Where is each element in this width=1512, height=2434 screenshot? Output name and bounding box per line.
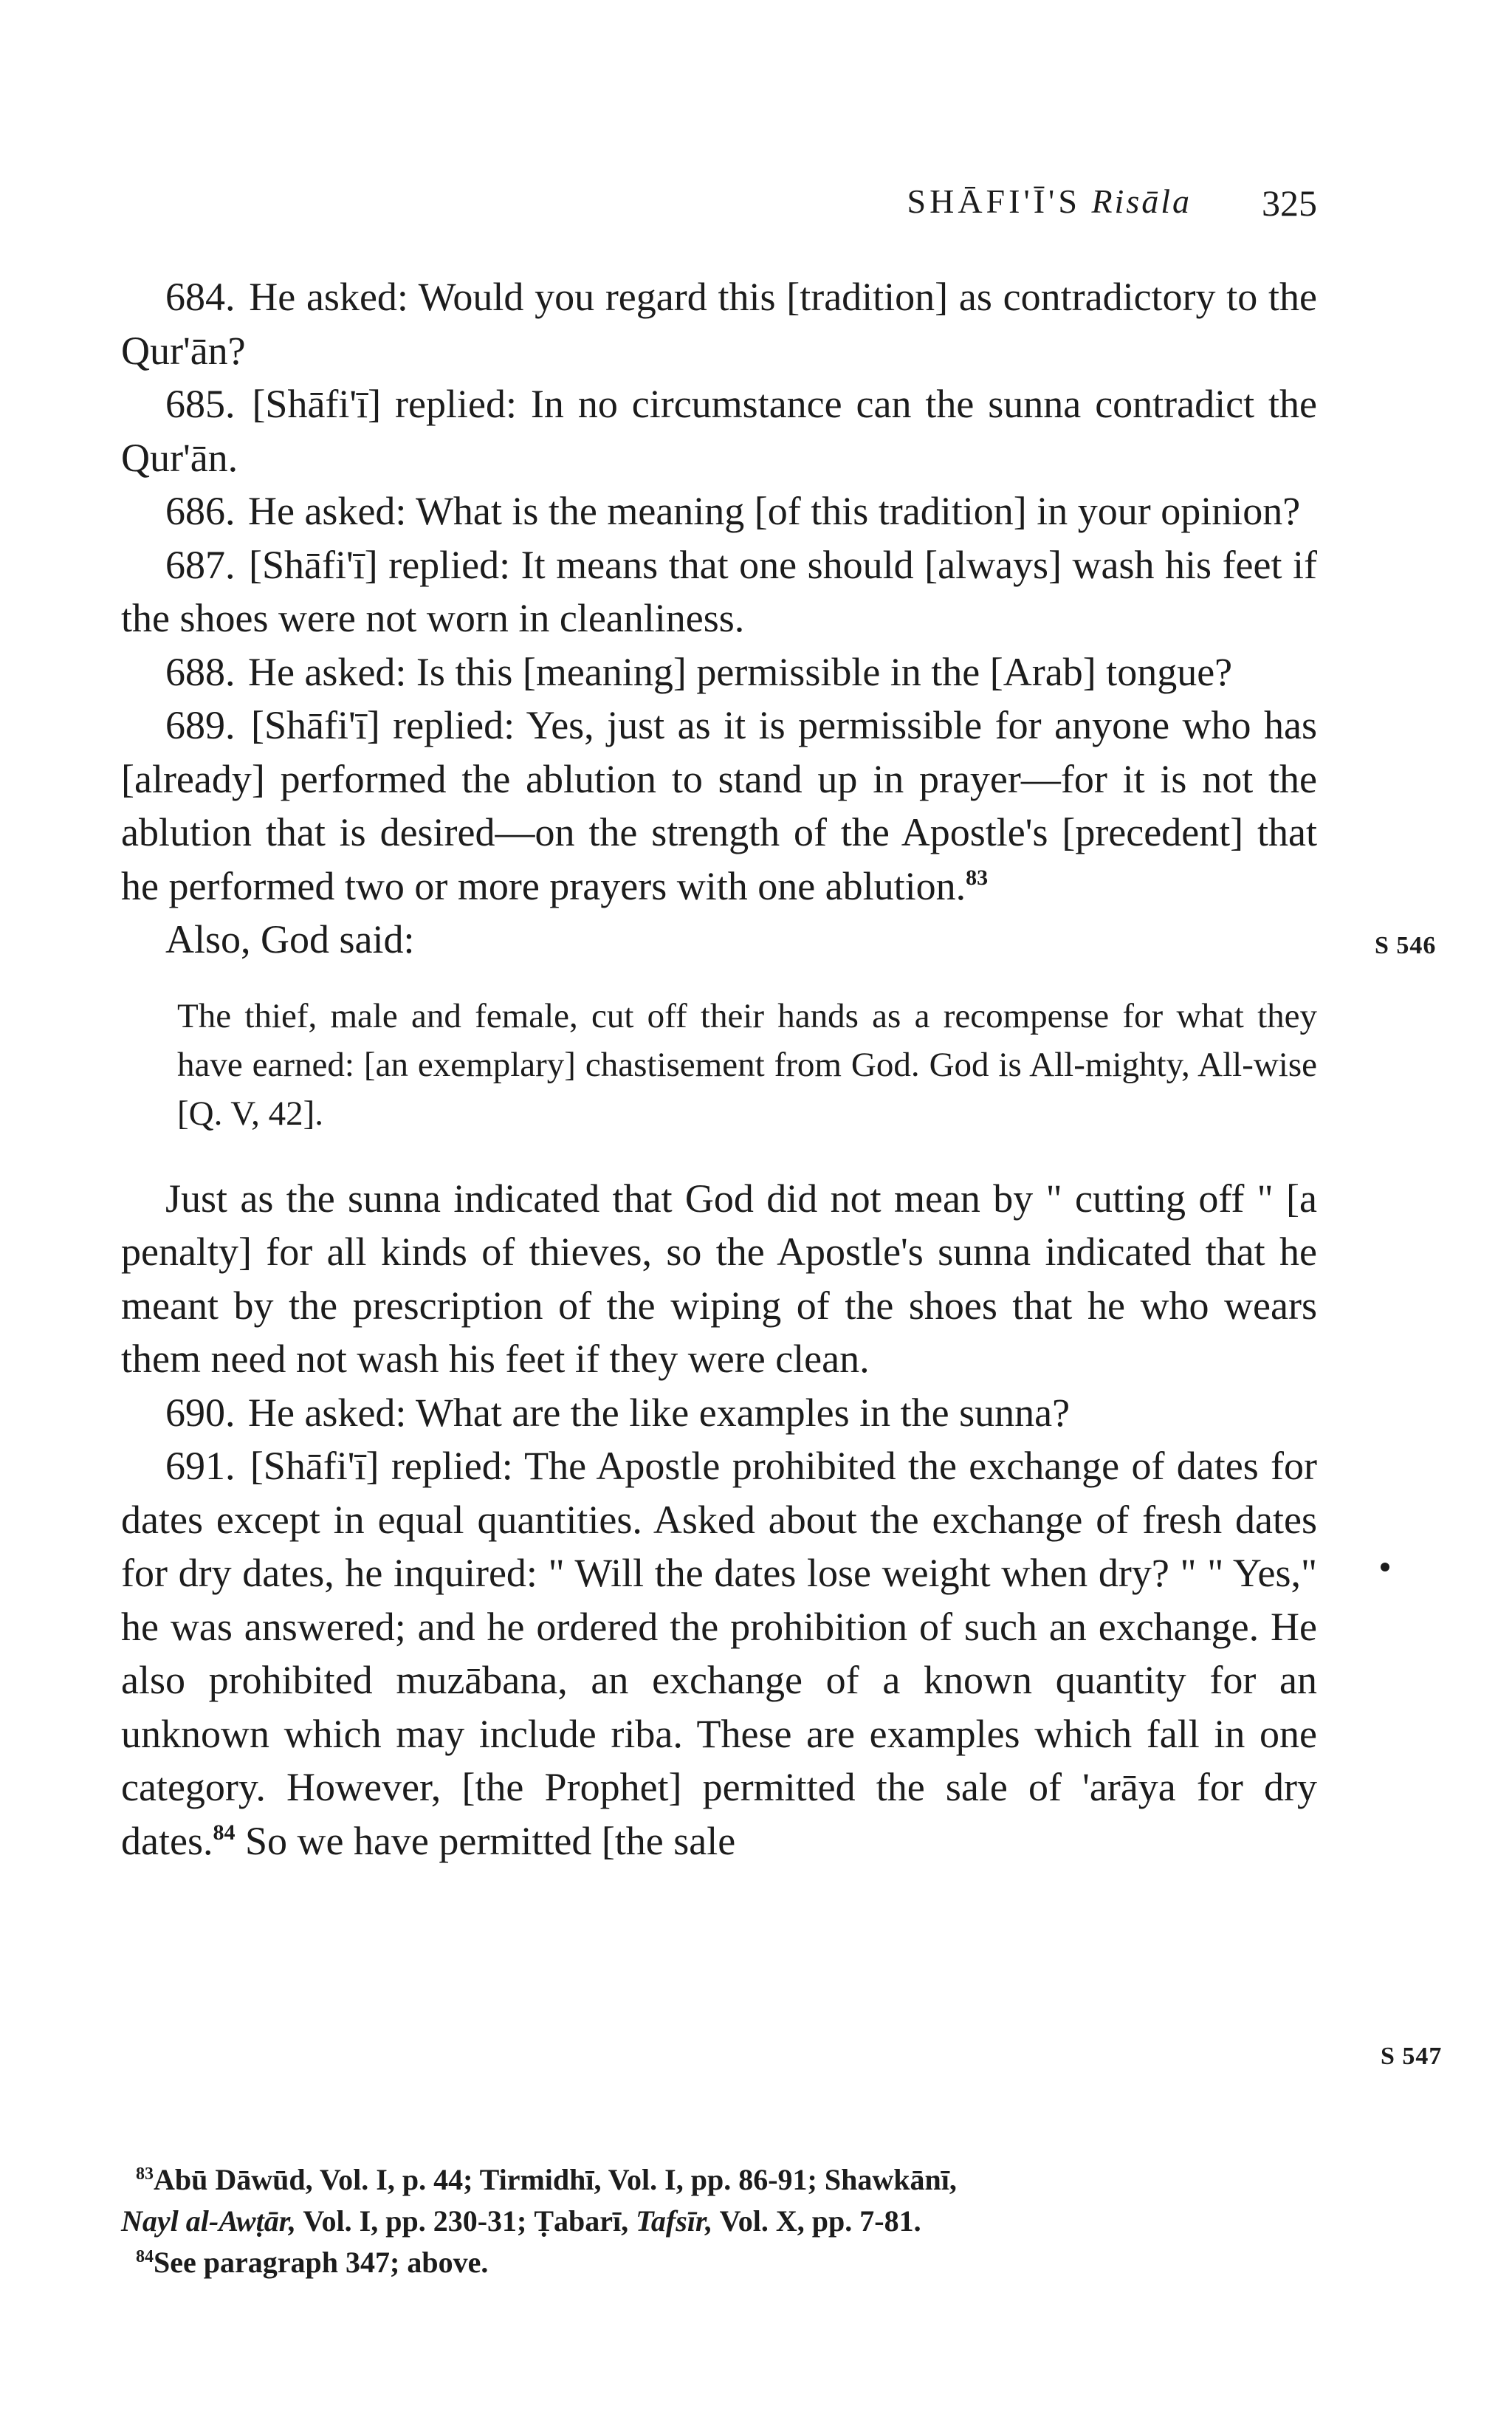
- page-header: [121, 182, 1317, 233]
- footnote-title: Tafsīr,: [636, 2204, 713, 2238]
- paragraph-690: [121, 1386, 1317, 1440]
- paragraph-number: 684.: [165, 275, 236, 319]
- paragraph-685: [121, 377, 1317, 484]
- footnote-ref-83[interactable]: 83: [966, 865, 989, 890]
- footnote-text: See paragraph 347; above.: [154, 2246, 489, 2279]
- running-head-author: SHĀFI'Ī'S: [907, 182, 1081, 220]
- paragraph-number: 685.: [165, 382, 236, 426]
- paragraph-text: He asked: Is this [meaning] permissible in the [Arab] tongue?: [248, 649, 1233, 694]
- paragraph-684: [121, 270, 1317, 377]
- paragraph-text: [Shāfi'ī] replied: The Apostle prohibited the exchange of dates for dates except in equal quantities. Asked about the exchange of fresh dates for dry dates, he inquired: " Will the dates lose weight when dry? " " Yes," he was answered; and he ordered the prohibition of such an exchange. He also prohibited muzābana, an exchange of a known quantity for an unknown which may include riba. These are examples which fall in one category. However, [the Prophet] permitted the sale of 'arāya for dry dates.: [121, 1444, 1318, 1863]
- footnotes: [121, 2159, 1332, 2283]
- margin-note-s546: S 546: [1375, 932, 1437, 959]
- paragraph-688: [121, 645, 1317, 699]
- paragraph-number: 686.: [165, 489, 236, 533]
- paragraph-text: He asked: What are the like examples in the sunna?: [248, 1390, 1071, 1435]
- footnote-84: [121, 2242, 1332, 2283]
- paragraph-number: 689.: [165, 703, 236, 747]
- footnote-ref-84[interactable]: 84: [213, 1820, 236, 1845]
- paragraph-text: [Shāfi'ī] replied: It means that one should [always] wash his feet if the shoes were not worn in cleanliness.: [121, 542, 1317, 640]
- footnote-text: Vol. X, pp. 7-81.: [719, 2204, 921, 2238]
- paragraph-text: [Shāfi'ī] replied: Yes, just as it is permissible for anyone who has [already] performed the ablution to stand up in prayer—for it is not the ablution that is desired—on the strength of the Apostle's [precedent] that he performed two or more prayers with one ablution.: [121, 703, 1318, 908]
- paragraph-text: He asked: Would you regard this [tradition] as contradictory to the Qur'ān?: [121, 275, 1317, 373]
- paragraph-691: [121, 1439, 1317, 1868]
- page-number: 325: [1262, 182, 1317, 224]
- quran-quotation: The thief, male and female, cut off their hands as a recompense for what they have earned: [an exemplary] chastisement from God. God is All-mighty, All-wise [Q. V, 42].: [177, 996, 1317, 1133]
- running-head: [907, 182, 1192, 221]
- paragraph-687: [121, 538, 1317, 645]
- footnote-mark: 84: [136, 2247, 154, 2266]
- continuation-paragraph: Just as the sunna indicated that God did not mean by " cutting off " [a penalty] for all kinds of thieves, so the Apostle's sunna indicated that he meant by the prescription of the wiping of the shoes that he who wears them need not wash his feet if they were clean.: [121, 1176, 1317, 1381]
- paragraph-text: He asked: What is the meaning [of this tradition] in your opinion?: [248, 489, 1301, 533]
- paragraph-text: [Shāfi'ī] replied: In no circumstance can the sunna contradict the Qur'ān.: [121, 382, 1317, 480]
- paragraph-number: 690.: [165, 1390, 236, 1435]
- quote-intro: Also, God said:: [165, 917, 415, 961]
- running-head-title: Risāla: [1091, 182, 1192, 220]
- main-text: [121, 270, 1317, 1868]
- paragraph-number: 691.: [165, 1444, 236, 1488]
- margin-note-s547: S 547: [1381, 2043, 1443, 2070]
- paragraph-number: 687.: [165, 542, 236, 587]
- footnote-mark: 83: [136, 2164, 154, 2184]
- paragraph-686: [121, 484, 1317, 538]
- margin-bullet: [1381, 1563, 1389, 1571]
- paragraph-number: 688.: [165, 649, 236, 694]
- footnote-text: Abū Dāwūd, Vol. I, p. 44; Tirmidhī, Vol. I, pp. 86-91; Shawkānī,: [154, 2163, 957, 2196]
- paragraph-text-continued: So we have permitted [the sale: [244, 1818, 736, 1863]
- paragraph-689: [121, 699, 1317, 913]
- footnote-title: Nayl al-Awṭār,: [121, 2204, 297, 2238]
- footnote-83: [121, 2159, 1332, 2242]
- footnote-text: Vol. I, pp. 230-31; Ṭabarī,: [303, 2204, 629, 2238]
